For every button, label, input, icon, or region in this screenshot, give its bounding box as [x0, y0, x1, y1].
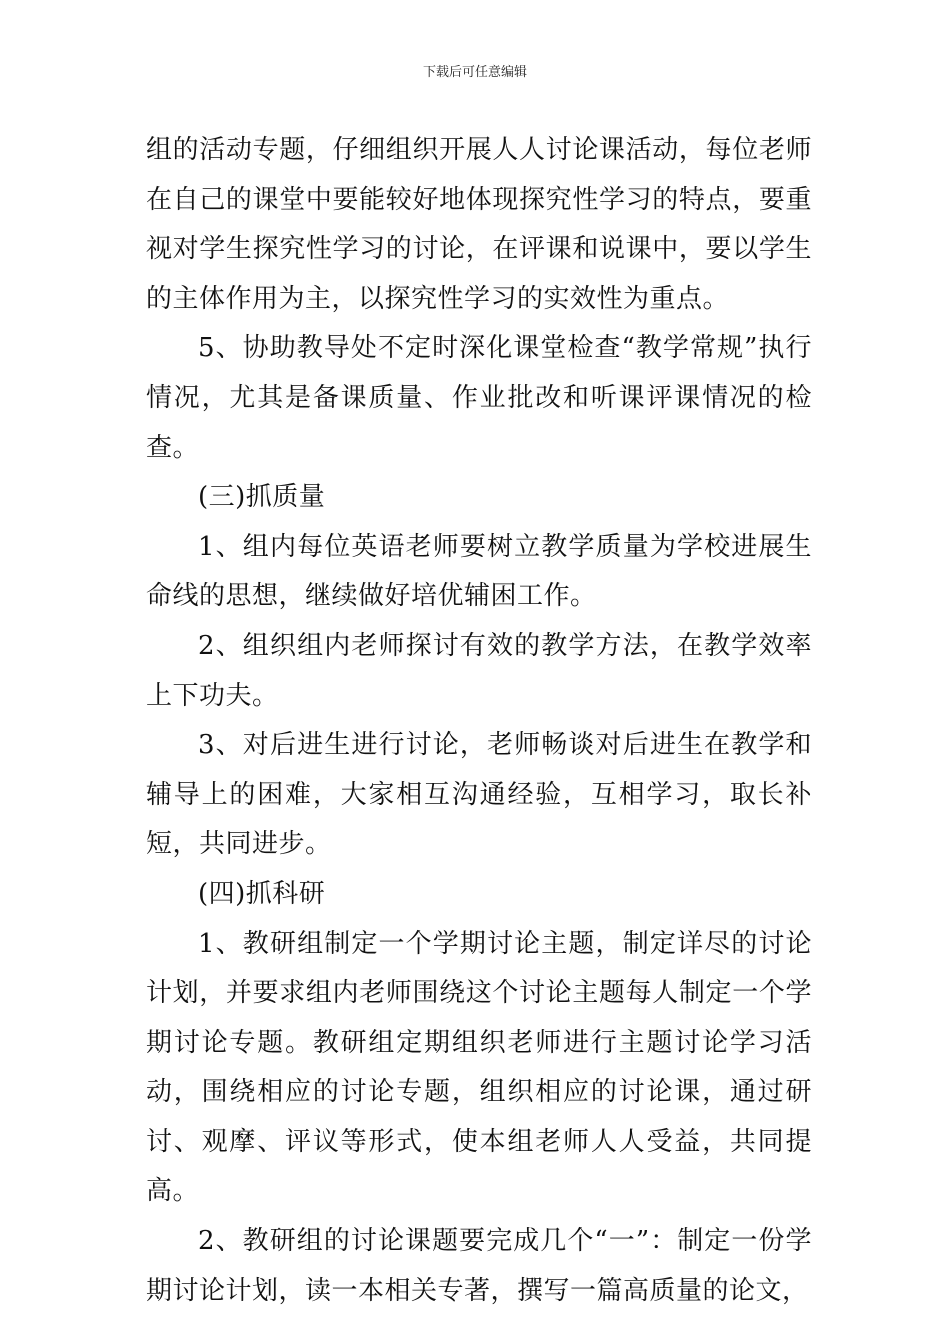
paragraph-item-5: 5、协助教导处不定时深化课堂检查“教学常规”执行情况，尤其是备课质量、作业批改和听课评课情况的检查。 [146, 333, 812, 463]
document-body [146, 126, 812, 1316]
paragraph-quality-2: 2、组织组内老师探讨有效的教学方法，在教学效率上下功夫。 [146, 630, 812, 711]
paragraph-research-2: 2、教研组的讨论课题要完成几个“一”：制定一份学期讨论计划，读一本相关专著，撰写一篇高质量的论文， [146, 1226, 812, 1306]
page-header: 下载后可任意编辑 [422, 65, 527, 80]
section-heading-quality: (三)抓质量 [198, 482, 326, 513]
paragraph-research-1: 1、教研组制定一个学期讨论主题，制定详尽的讨论计划，并要求组内老师围绕这个讨论主题每人制定一个学期讨论专题。教研组定期组织老师进行主题讨论学习活动，围绕相应的讨论专题，组织相应的讨论课，通过研讨、观摩、评议等形式，使本组老师人人受益，共同提高。 [146, 928, 812, 1207]
paragraph-quality-1: 1、组内每位英语老师要树立教学质量为学校进展生命线的思想，继续做好培优辅困工作。 [146, 531, 812, 612]
paragraph-quality-3: 3、对后进生进行讨论，老师畅谈对后进生在教学和辅导上的困难，大家相互沟通经验，互相学习，取长补短，共同进步。 [146, 730, 812, 860]
section-heading-research: (四)抓科研 [198, 878, 326, 909]
paragraph-continuation: 组的活动专题，仔细组织开展人人讨论课活动，每位老师在自己的课堂中要能较好地体现探究性学习的特点，要重视对学生探究性学习的讨论，在评课和说课中，要以学生的主体作用为主，以探究性学习的实效性为重点。 [146, 135, 812, 314]
